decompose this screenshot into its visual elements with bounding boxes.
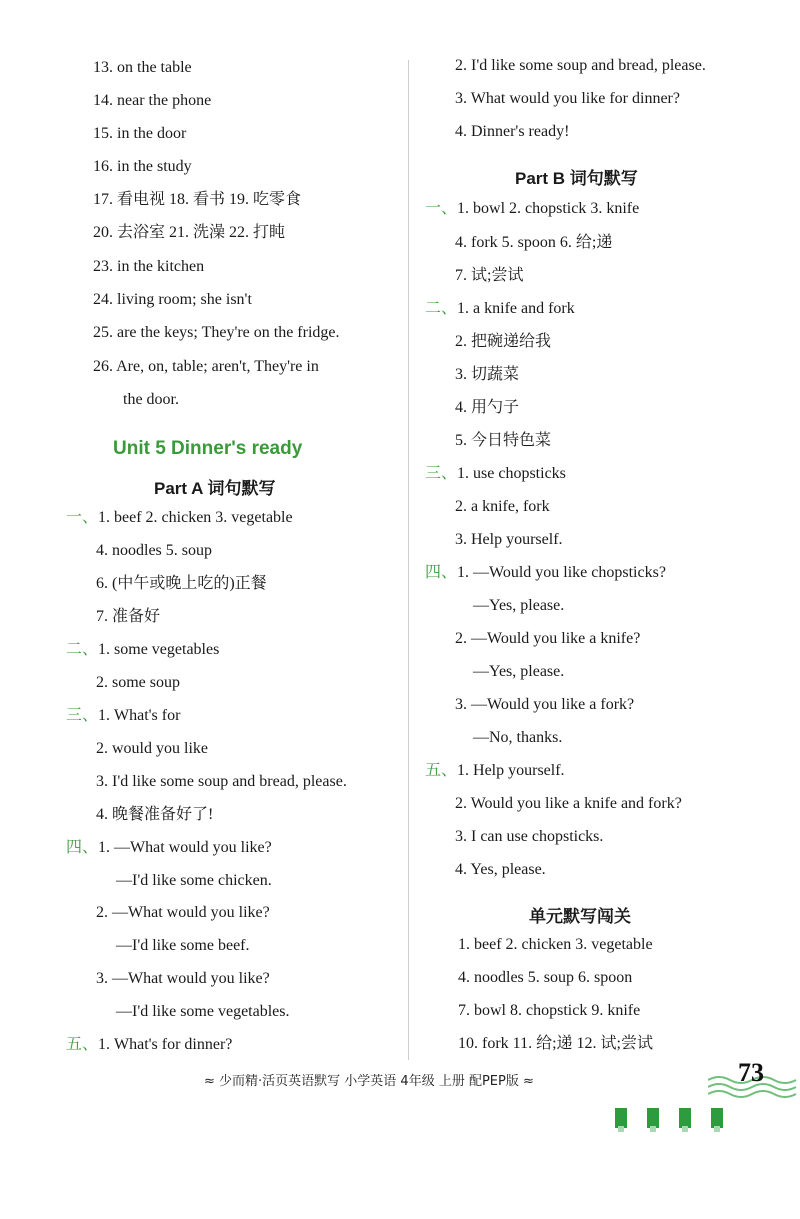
decorative-square xyxy=(679,1108,691,1128)
unit-title: Unit 5 Dinner's ready xyxy=(113,438,303,459)
answer-line: 4. noodles 5. soup xyxy=(96,542,212,559)
answer-line: —No, thanks. xyxy=(473,729,563,746)
answer-text: 1. bowl 2. chopstick 3. knife xyxy=(457,200,640,217)
answer-text: 1. a knife and fork xyxy=(457,300,575,317)
answer-line: 13. on the table xyxy=(93,59,192,76)
answer-line xyxy=(425,299,575,319)
answer-text: 1. What's for dinner? xyxy=(98,1036,233,1053)
answer-line: 3. —What would you like? xyxy=(96,970,270,987)
section-mark: 三、 xyxy=(66,707,99,724)
answer-line: 3. I'd like some soup and bread, please. xyxy=(96,773,347,790)
answer-line: 4. 晚餐准备好了! xyxy=(96,806,214,823)
answer-line: 20. 去浴室 21. 洗澡 22. 打盹 xyxy=(93,224,286,241)
answer-line: 3. I can use chopsticks. xyxy=(455,828,604,845)
answer-line: 23. in the kitchen xyxy=(93,258,205,275)
section-mark: 五、 xyxy=(425,762,458,779)
footer-text: ≈ 少而精·活页英语默写 小学英语 4年级 上册 配PEP版 ≈ xyxy=(204,1074,534,1089)
answer-line: 4. 用勺子 xyxy=(455,399,520,416)
answer-line: —I'd like some vegetables. xyxy=(116,1003,290,1020)
answer-line: 3. Help yourself. xyxy=(455,531,563,548)
answer-line: 3. —Would you like a fork? xyxy=(455,696,635,713)
answer-line: 2. Would you like a knife and fork? xyxy=(455,795,682,812)
answer-line: 2. a knife, fork xyxy=(455,498,550,515)
answer-line xyxy=(425,464,566,484)
part-b-title: Part B 词句默写 xyxy=(515,169,638,188)
answer-line xyxy=(425,199,639,219)
section-mark: 二、 xyxy=(425,300,458,317)
answer-line: 16. in the study xyxy=(93,158,192,175)
answer-line: 6. (中午或晚上吃的)正餐 xyxy=(96,575,267,592)
answer-line: —I'd like some chicken. xyxy=(116,872,272,889)
answer-line: 25. are the keys; They're on the fridge. xyxy=(93,324,340,341)
answer-line: 3. What would you like for dinner? xyxy=(455,90,680,107)
section-mark: 二、 xyxy=(66,641,99,658)
answer-line: —Yes, please. xyxy=(473,663,565,680)
answer-line: 7. 试;尝试 xyxy=(455,267,524,284)
section-mark: 四、 xyxy=(66,839,99,856)
answer-line: 2. would you like xyxy=(96,740,208,757)
answer-line: 1. beef 2. chicken 3. vegetable xyxy=(458,936,653,953)
answer-line: 5. 今日特色菜 xyxy=(455,432,552,449)
answer-text: 1. beef 2. chicken 3. vegetable xyxy=(98,509,293,526)
answer-text: 1. use chopsticks xyxy=(457,465,566,482)
answer-text: 1. —Would you like chopsticks? xyxy=(457,564,666,581)
answer-line: 26. Are, on, table; aren't, They're in xyxy=(93,358,319,375)
answer-line: 24. living room; she isn't xyxy=(93,291,252,308)
column-divider xyxy=(408,60,409,1060)
answer-line: 3. 切蔬菜 xyxy=(455,366,520,383)
page-number: 73 xyxy=(738,1058,764,1087)
answer-line xyxy=(66,1035,232,1055)
section-mark: 一、 xyxy=(66,509,99,526)
answer-text: 1. —What would you like? xyxy=(98,839,272,856)
answer-line: 2. I'd like some soup and bread, please. xyxy=(455,57,706,74)
section-mark: 三、 xyxy=(425,465,458,482)
answer-line: 7. 准备好 xyxy=(96,608,161,625)
section-mark: 一、 xyxy=(425,200,458,217)
part-a-title: Part A 词句默写 xyxy=(154,479,276,498)
answer-text: 1. What's for xyxy=(98,707,181,724)
answer-line: 4. Yes, please. xyxy=(455,861,546,878)
answer-line xyxy=(66,838,272,858)
answer-line: 7. bowl 8. chopstick 9. knife xyxy=(458,1002,641,1019)
answer-line xyxy=(425,761,565,781)
answer-line: —Yes, please. xyxy=(473,597,565,614)
answer-line xyxy=(66,640,219,660)
answer-line: 10. fork 11. 给;递 12. 试;尝试 xyxy=(458,1035,653,1052)
answer-line: 14. near the phone xyxy=(93,92,212,109)
answer-line: 2. some soup xyxy=(96,674,180,691)
decorative-square xyxy=(615,1108,627,1128)
answer-line: 2. —What would you like? xyxy=(96,904,270,921)
answer-line: 4. fork 5. spoon 6. 给;递 xyxy=(455,234,613,251)
answer-line: 4. Dinner's ready! xyxy=(455,123,570,140)
section-mark: 四、 xyxy=(425,564,458,581)
answer-text: 1. Help yourself. xyxy=(457,762,565,779)
answer-line: 17. 看电视 18. 看书 19. 吃零食 xyxy=(93,191,302,208)
answer-line: 2. —Would you like a knife? xyxy=(455,630,641,647)
decorative-square xyxy=(711,1108,723,1128)
answer-line: 15. in the door xyxy=(93,125,187,142)
answer-line: the door. xyxy=(123,391,179,408)
answer-text: 1. some vegetables xyxy=(98,641,220,658)
answer-line xyxy=(66,508,293,528)
answer-line: 4. noodles 5. soup 6. spoon xyxy=(458,969,633,986)
answer-line: —I'd like some beef. xyxy=(116,937,250,954)
answer-line xyxy=(425,563,666,583)
decorative-square xyxy=(647,1108,659,1128)
section-mark: 五、 xyxy=(66,1036,99,1053)
answer-line: 2. 把碗递给我 xyxy=(455,333,552,350)
answer-line xyxy=(66,706,180,726)
review-title: 单元默写闯关 xyxy=(529,907,631,926)
